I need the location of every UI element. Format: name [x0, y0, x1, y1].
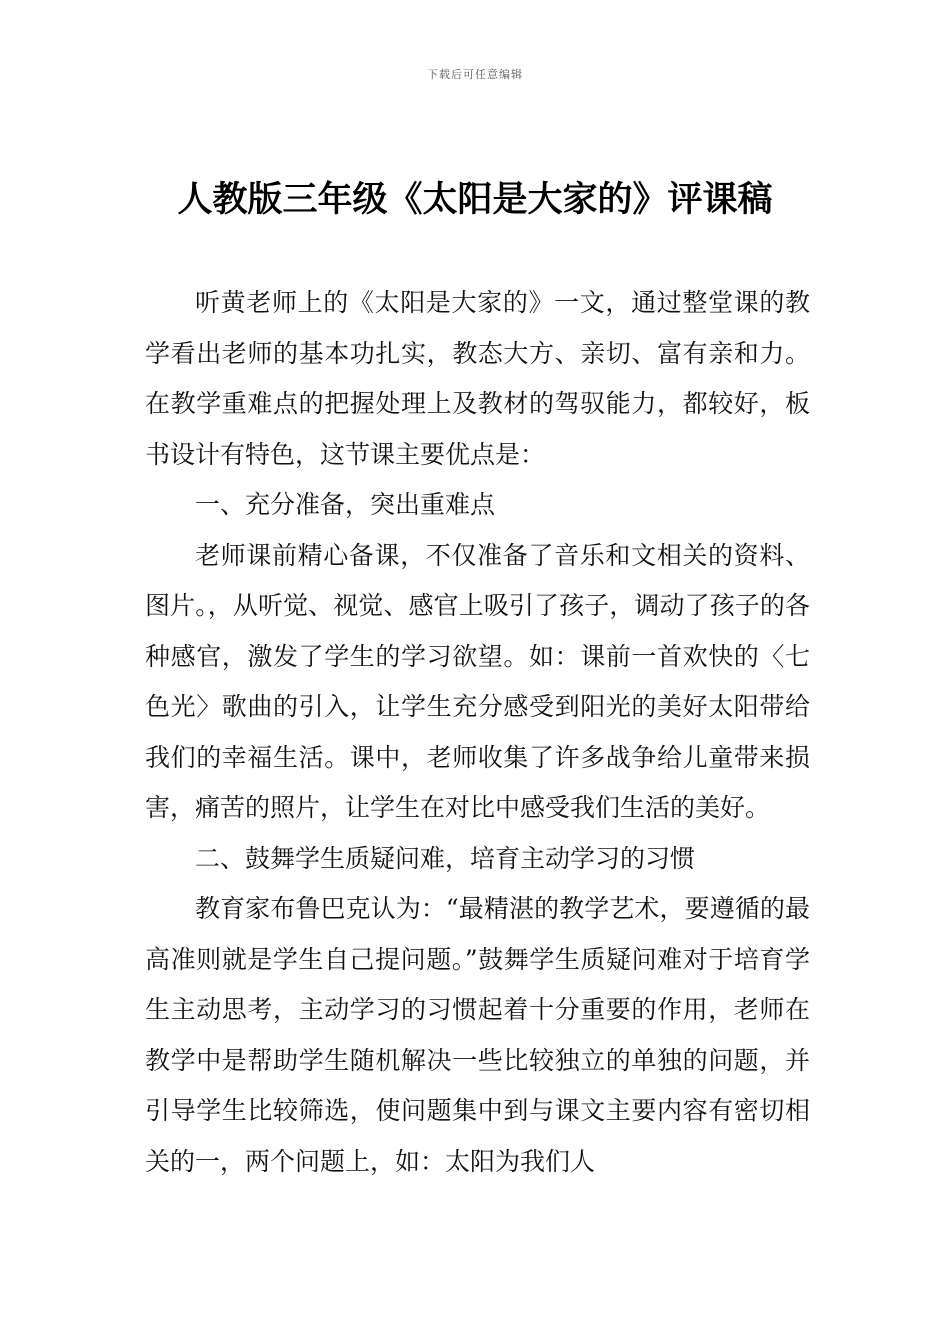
section-heading-1: 一、充分准备，突出重难点	[195, 490, 496, 519]
section-heading-2: 二、鼓舞学生质疑问难，培育主动学习的习惯	[195, 843, 696, 873]
header-note: 下载后可任意编辑	[427, 68, 523, 81]
paragraph-section-1: 老师课前精心备课，不仅准备了音乐和文相关的资料、图片。，从听觉、视觉、感官上吸引了孩子，调动了孩子的各种感官，激发了学生的学习欲望。如：课前一首欢快的〈七色光〉歌曲的引入，让学生充分感受到阳光的美好太阳带给我们的幸福生活。课中，老师收集了许多战争给儿童带来损害，痛苦的照片，让学生在对比中感受我们生活的美好。	[145, 540, 810, 822]
paragraph-intro: 听黄老师上的《太阳是大家的》一文，通过整堂课的教学看出老师的基本功扎实，教态大方、亲切、富有亲和力。在教学重难点的把握处理上及教材的驾驭能力，都较好，板书设计有特色，这节课主要优点是：	[145, 288, 810, 469]
document-body	[145, 278, 810, 1187]
paragraph-section-2: 教育家布鲁巴克认为：“最精湛的教学艺术，要遵循的最高准则就是学生自己提问题。”鼓舞学生质疑问难对于培育学生主动思考，主动学习的习惯起着十分重要的作用，老师在教学中是帮助学生随机解决一些比较独立的单独的问题，并引导学生比较筛选，使问题集中到与课文主要内容有密切相关的一，两个问题上，如：太阳为我们人	[145, 894, 810, 1176]
document-title: 人教版三年级《太阳是大家的》评课稿	[177, 179, 773, 220]
